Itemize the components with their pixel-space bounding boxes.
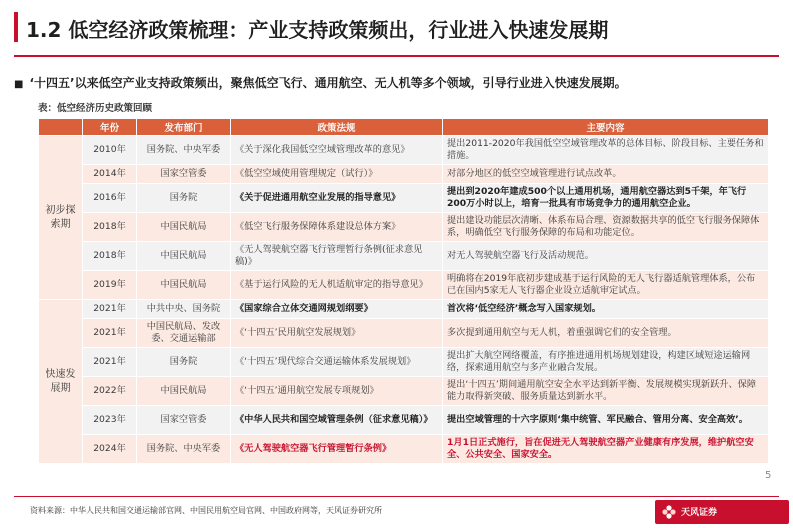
footer <box>0 496 793 528</box>
cell-policy: 《关于促进通用航空业发展的指导意见》 <box>231 184 443 213</box>
cell-year: 2023年 <box>83 406 137 435</box>
cell-dept: 中共中央、国务院 <box>137 300 231 319</box>
cell-dept: 中国民航局、发改委、交通运输部 <box>137 319 231 348</box>
cell-content: 多次提到通用航空与无人机，着重强调它们的安全管理。 <box>443 319 769 348</box>
cell-policy: 《无人驾驶航空器飞行管理暂行条例(征求意见稿)》 <box>231 242 443 271</box>
brand-name: 天风证券 <box>681 508 718 518</box>
cell-year: 2014年 <box>83 165 137 184</box>
summary-line <box>14 74 779 91</box>
table-row <box>39 213 769 242</box>
cell-policy: 《基于运行风险的无人机适航审定的指导意见》 <box>231 271 443 300</box>
cell-policy: 《‘十四五’民用航空发展规划》 <box>231 319 443 348</box>
cell-dept: 中国民航局 <box>137 213 231 242</box>
table-row <box>39 377 769 406</box>
stage-label: 初步探索期 <box>39 136 83 300</box>
title-accent-bar <box>14 12 18 42</box>
table-row <box>39 319 769 348</box>
source-note: 资料来源：中华人民共和国交通运输部官网、中国民用航空局官网、中国政府网等，天风证券研究所 <box>30 506 382 515</box>
cell-policy: 《低空飞行服务保障体系建设总体方案》 <box>231 213 443 242</box>
title-bar <box>0 0 793 58</box>
cell-year: 2024年 <box>83 435 137 464</box>
cell-policy: 《‘十四五’现代综合交通运输体系发展规划》 <box>231 348 443 377</box>
brand-logo <box>655 500 789 524</box>
cell-content: 对无人驾驶航空器飞行及活动规范。 <box>443 242 769 271</box>
cell-content: 明确将在2019年底初步建成基于运行风险的无人飞行器适航管理体系，公布已在国内5家无人飞行器企业设立适航审定试点。 <box>443 271 769 300</box>
cell-dept: 国务院 <box>137 348 231 377</box>
cell-year: 2010年 <box>83 136 137 165</box>
table-row <box>39 271 769 300</box>
flower-logo-icon <box>661 504 677 520</box>
cell-year: 2019年 <box>83 271 137 300</box>
cell-policy: 《中华人民共和国空域管理条例（征求意见稿）》 <box>231 406 443 435</box>
page-number: 5 <box>765 470 772 481</box>
cell-year: 2021年 <box>83 300 137 319</box>
header-year: 年份 <box>83 119 137 136</box>
square-bullet-icon: ■ <box>14 79 24 90</box>
table-row <box>39 184 769 213</box>
cell-content: 提出到2020年建成500个以上通用机场，通用航空器达到5千架，年飞行200万小时以上，培育一批具有市场竞争力的通用航空企业。 <box>443 184 769 213</box>
cell-policy: 《无人驾驶航空器飞行管理暂行条例》 <box>231 435 443 464</box>
cell-dept: 中国民航局 <box>137 242 231 271</box>
cell-policy: 《国家综合立体交通网规划纲要》 <box>231 300 443 319</box>
cell-content: 提出空域管理的十六字原则‘集中统管、军民融合、管用分离、安全高效’。 <box>443 406 769 435</box>
cell-dept: 国家空管委 <box>137 165 231 184</box>
cell-content: 首次将‘低空经济’概念写入国家规划。 <box>443 300 769 319</box>
cell-content: 对部分地区的低空空域管理进行试点改革。 <box>443 165 769 184</box>
cell-year: 2021年 <box>83 319 137 348</box>
policy-table <box>38 118 769 464</box>
header-stage <box>39 119 83 136</box>
table-row <box>39 242 769 271</box>
table-header-row <box>39 119 769 136</box>
cell-year: 2016年 <box>83 184 137 213</box>
page-title: 1.2 低空经济政策梳理：产业支持政策频出，行业进入快速发展期 <box>26 18 609 42</box>
table-caption: 表：低空经济历史政策回顾 <box>38 103 153 114</box>
cell-year: 2018年 <box>83 242 137 271</box>
header-content: 主要内容 <box>443 119 769 136</box>
cell-dept: 中国民航局 <box>137 271 231 300</box>
table-row <box>39 348 769 377</box>
cell-content: 提出扩大航空网络覆盖，有序推进通用机场规划建设，构建区域短途运输网络，探索通用航空与多产业融合发展。 <box>443 348 769 377</box>
table-row <box>39 406 769 435</box>
table-row <box>39 435 769 464</box>
cell-content: 提出‘十四五’期间通用航空安全水平达到新平衡、发展规模实现新跃升、保障能力取得新突破、服务质量达到新水平。 <box>443 377 769 406</box>
header-dept: 发布部门 <box>137 119 231 136</box>
cell-dept: 中国民航局 <box>137 377 231 406</box>
cell-policy: 《关于深化我国低空空域管理改革的意见》 <box>231 136 443 165</box>
cell-policy: 《低空空域使用管理规定（试行）》 <box>231 165 443 184</box>
cell-content: 1月1日正式施行，旨在促进无人驾驶航空器产业健康有序发展，维护航空安全、公共安全、国家安全。 <box>443 435 769 464</box>
cell-dept: 国务院 <box>137 184 231 213</box>
footer-divider <box>14 496 779 497</box>
summary-text: ‘十四五’以来低空产业支持政策频出，聚焦低空飞行、通用航空、无人机等多个领域，引导行业进入快速发展期。 <box>29 76 627 90</box>
title-divider <box>14 55 779 57</box>
table-row <box>39 300 769 319</box>
stage-label: 快速发展期 <box>39 300 83 464</box>
cell-content: 提出建设功能层次清晰、体系布局合理、资源数据共享的低空飞行服务保障体系，明确低空飞行服务保障的布局和功能定位。 <box>443 213 769 242</box>
cell-content: 提出2011-2020年我国低空空域管理改革的总体目标、阶段目标、主要任务和措施。 <box>443 136 769 165</box>
cell-dept: 国家空管委 <box>137 406 231 435</box>
table-row <box>39 136 769 165</box>
cell-dept: 国务院、中央军委 <box>137 136 231 165</box>
table-row <box>39 165 769 184</box>
cell-dept: 国务院、中央军委 <box>137 435 231 464</box>
cell-year: 2022年 <box>83 377 137 406</box>
cell-year: 2018年 <box>83 213 137 242</box>
header-policy: 政策法规 <box>231 119 443 136</box>
cell-year: 2021年 <box>83 348 137 377</box>
cell-policy: 《‘十四五’通用航空发展专项规划》 <box>231 377 443 406</box>
